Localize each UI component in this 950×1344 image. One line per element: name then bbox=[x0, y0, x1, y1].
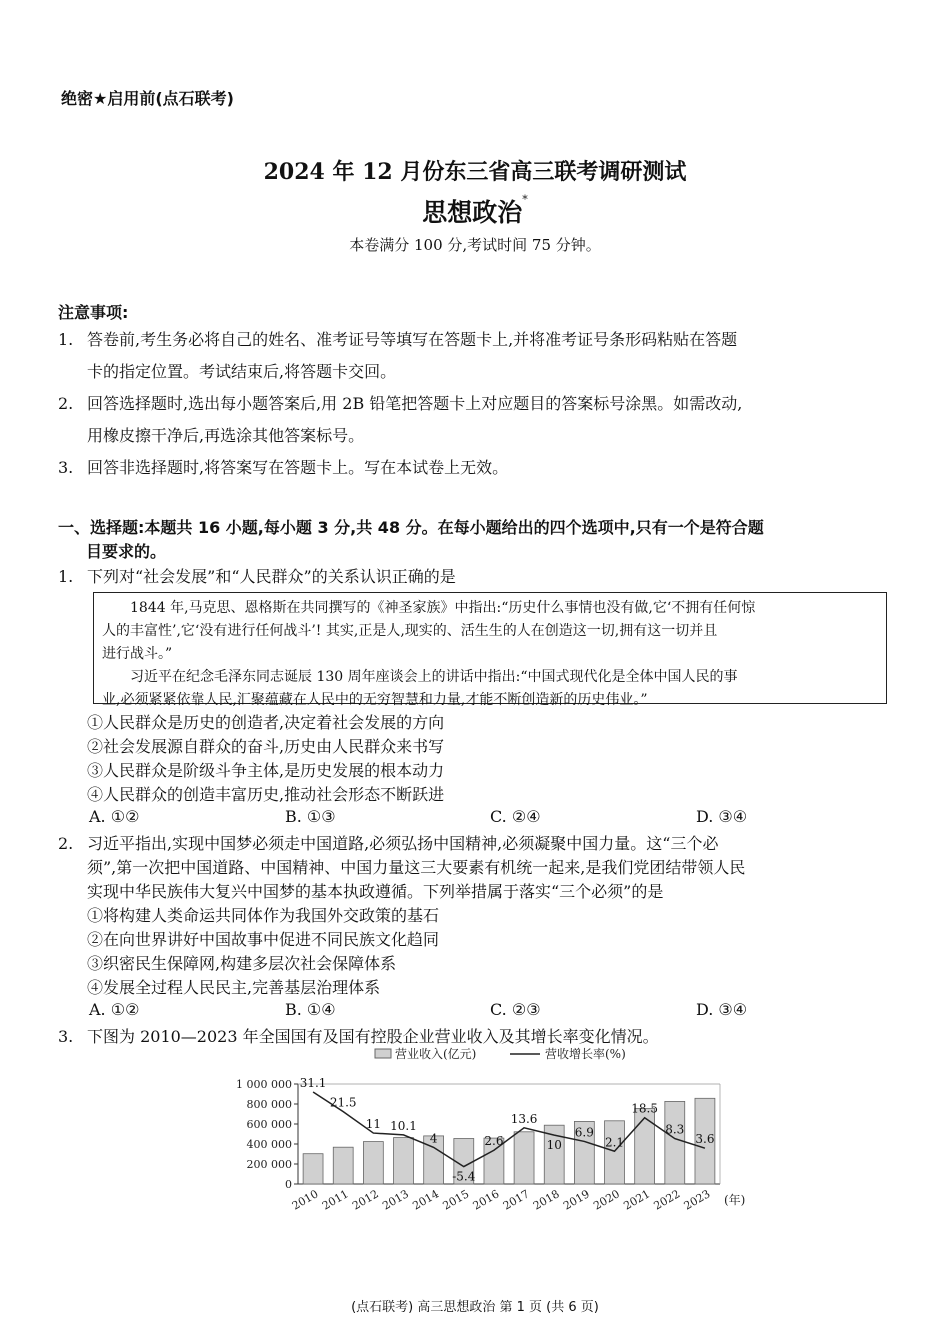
y-tick-label: 600 000 bbox=[246, 1118, 292, 1131]
q1-stem: 下列对“社会发展”和“人民群众”的关系认识正确的是 bbox=[87, 567, 456, 586]
notice-num: 3. bbox=[58, 458, 74, 477]
q2-item: ①将构建人类命运共同体作为我国外交政策的基石 bbox=[87, 906, 440, 925]
notice-line: 答卷前,考生务必将自己的姓名、准考证号等填写在答题卡上,并将准考证号条形码粘贴在答题 bbox=[87, 330, 738, 349]
growth-rate-label: 21.5 bbox=[329, 1095, 357, 1110]
q1-item: ①人民群众是历史的创造者,决定着社会发展的方向 bbox=[87, 713, 445, 732]
growth-rate-label: 11 bbox=[365, 1117, 381, 1132]
x-tick-label: 2021 bbox=[621, 1187, 653, 1213]
q2-option-c[interactable]: C. ②③ bbox=[490, 1000, 541, 1019]
section-heading bbox=[58, 516, 898, 564]
growth-rate-label: 2.6 bbox=[484, 1134, 504, 1149]
q2-option-d[interactable]: D. ③④ bbox=[696, 1000, 748, 1019]
x-tick-label: 2013 bbox=[380, 1187, 411, 1213]
notice-line: 回答选择题时,选出每小题答案后,用 2B 铅笔把答题卡上对应题目的答案标号涂黑。如需改动, bbox=[87, 394, 743, 413]
q1-option-b[interactable]: B. ①③ bbox=[285, 807, 336, 826]
notice-num: 2. bbox=[58, 394, 74, 413]
revenue-chart bbox=[230, 1044, 770, 1230]
material-line: 进行战斗。” bbox=[102, 646, 173, 662]
growth-rate-label: 8.3 bbox=[665, 1122, 685, 1137]
revenue-bar bbox=[514, 1132, 534, 1184]
material-line: 习近平在纪念毛泽东同志诞辰 130 周年座谈会上的讲话中指出:“中国式现代化是全体中国人民的事 bbox=[130, 669, 738, 685]
growth-rate-label: 13.6 bbox=[510, 1111, 538, 1126]
q3-stem: 下图为 2010—2023 年全国国有及国有控股企业营业收入及其增长率变化情况。 bbox=[87, 1027, 659, 1046]
x-tick-label: 2020 bbox=[591, 1187, 622, 1213]
growth-rate-label: 10 bbox=[546, 1138, 562, 1153]
notice-num: 1. bbox=[58, 330, 74, 349]
y-tick-label: 800 000 bbox=[246, 1098, 292, 1111]
y-tick-label: 0 bbox=[285, 1178, 292, 1191]
x-tick-label: 2015 bbox=[440, 1187, 472, 1213]
q2-num: 2. bbox=[58, 834, 74, 853]
y-tick-label: 200 000 bbox=[246, 1158, 292, 1171]
x-axis-unit: (年) bbox=[724, 1193, 746, 1207]
x-tick-label: 2023 bbox=[681, 1187, 713, 1213]
y-tick-label: 400 000 bbox=[246, 1138, 292, 1151]
q1-num: 1. bbox=[58, 567, 74, 586]
x-tick-label: 2011 bbox=[319, 1187, 351, 1213]
revenue-bar bbox=[394, 1138, 414, 1184]
section-heading-line: 一、选择题:本题共 16 小题,每小题 3 分,共 48 分。在每小题给出的四个选项中,只有一个是符合题 bbox=[58, 518, 764, 537]
subject-title bbox=[0, 193, 950, 229]
x-tick-label: 2016 bbox=[470, 1187, 502, 1213]
x-tick-label: 2022 bbox=[651, 1187, 683, 1213]
revenue-bar bbox=[363, 1142, 383, 1184]
growth-rate-label: 18.5 bbox=[631, 1101, 659, 1116]
q2-option-b[interactable]: B. ①④ bbox=[285, 1000, 336, 1019]
q1-material-box bbox=[93, 592, 887, 708]
chart-legend bbox=[375, 1046, 626, 1061]
legend-bar-label: 营业收入(亿元) bbox=[395, 1047, 477, 1061]
x-tick-label: 2012 bbox=[350, 1187, 381, 1213]
q2-stem-line: 实现中华民族伟大复兴中国梦的基本执政遵循。下列举措属于落实“三个必须”的是 bbox=[87, 882, 664, 901]
x-tick-label: 2014 bbox=[410, 1187, 442, 1213]
growth-rate-label: 4 bbox=[429, 1131, 438, 1146]
exam-title: 2024 年 12 月份东三省高三联考调研测试 bbox=[263, 159, 687, 185]
growth-rate-label: 10.1 bbox=[390, 1118, 417, 1133]
notice-heading: 注意事项: bbox=[58, 303, 129, 322]
notice-line: 用橡皮擦干净后,再选涂其他答案标号。 bbox=[87, 426, 365, 445]
revenue-bar bbox=[303, 1154, 323, 1184]
subject-name: 思想政治 bbox=[422, 198, 523, 227]
x-tick-label: 2019 bbox=[561, 1187, 592, 1213]
growth-rate-label: 3.6 bbox=[695, 1132, 715, 1147]
x-tick-label: 2010 bbox=[289, 1187, 321, 1213]
growth-rate-label: 2.1 bbox=[604, 1135, 625, 1150]
revenue-bar bbox=[333, 1147, 353, 1184]
q2-item: ④发展全过程人民民主,完善基层治理体系 bbox=[87, 978, 381, 997]
q1-option-a[interactable]: A. ①② bbox=[89, 807, 140, 826]
q3-num: 3. bbox=[58, 1027, 74, 1046]
material-line: 人的丰富性’,它‘没有进行任何战斗’! 其实,正是人,现实的、活生生的人在创造这一切,拥有这一切并且 bbox=[102, 623, 718, 639]
x-tick-label: 2017 bbox=[500, 1187, 532, 1213]
notice-line: 卡的指定位置。考试结束后,将答题卡交回。 bbox=[87, 362, 397, 381]
q2-item: ②在向世界讲好中国故事中促进不同民族文化趋同 bbox=[87, 930, 440, 949]
notice-line: 回答非选择题时,将答案写在答题卡上。写在本试卷上无效。 bbox=[87, 458, 509, 477]
q1-item: ③人民群众是阶级斗争主体,是历史发展的根本动力 bbox=[87, 761, 445, 780]
legend-line-label: 营收增长率(%) bbox=[545, 1047, 626, 1061]
x-tick-label: 2018 bbox=[530, 1187, 562, 1213]
revenue-bar bbox=[665, 1101, 685, 1184]
q2-option-a[interactable]: A. ①② bbox=[89, 1000, 140, 1019]
revenue-bar bbox=[605, 1121, 625, 1184]
page-footer: (点石联考) 高三思想政治 第 1 页 (共 6 页) bbox=[351, 1300, 599, 1315]
q1-option-d[interactable]: D. ③④ bbox=[696, 807, 748, 826]
growth-rate-label: 31.1 bbox=[299, 1075, 327, 1090]
q2-stem-line: 习近平指出,实现中国梦必须走中国道路,必须弘扬中国精神,必须凝聚中国力量。这“三个必 bbox=[87, 834, 719, 853]
section-heading-line: 目要求的。 bbox=[86, 542, 167, 561]
revenue-bar bbox=[635, 1109, 655, 1185]
growth-rate-label: -5.4 bbox=[452, 1169, 476, 1184]
q1-item: ④人民群众的创造丰富历史,推动社会形态不断跃进 bbox=[87, 785, 445, 804]
legend-bar-swatch bbox=[375, 1049, 391, 1058]
growth-rate-label: 6.9 bbox=[574, 1125, 594, 1140]
subject-mark: * bbox=[522, 193, 528, 206]
q2-item: ③织密民生保障网,构建多层次社会保障体系 bbox=[87, 954, 397, 973]
y-tick-label: 1 000 000 bbox=[236, 1078, 292, 1091]
score-info: 本卷满分 100 分,考试时间 75 分钟。 bbox=[349, 236, 601, 254]
confidential-label: 绝密★启用前(点石联考) bbox=[61, 89, 234, 108]
q2-stem-line: 须”,第一次把中国道路、中国精神、中国力量这三大要素有机统一起来,是我们党团结带领人民 bbox=[87, 858, 746, 877]
material-line: 1844 年,马克思、恩格斯在共同撰写的《神圣家族》中指出:“历史什么事情也没有做,它‘不拥有任何惊 bbox=[130, 600, 756, 616]
material-line: 业,必须紧紧依靠人民,汇聚蕴藏在人民中的无穷智慧和力量,才能不断创造新的历史伟业。” bbox=[102, 692, 648, 708]
q1-option-c[interactable]: C. ②④ bbox=[490, 807, 541, 826]
q1-item: ②社会发展源自群众的奋斗,历史由人民群众来书写 bbox=[87, 737, 445, 756]
